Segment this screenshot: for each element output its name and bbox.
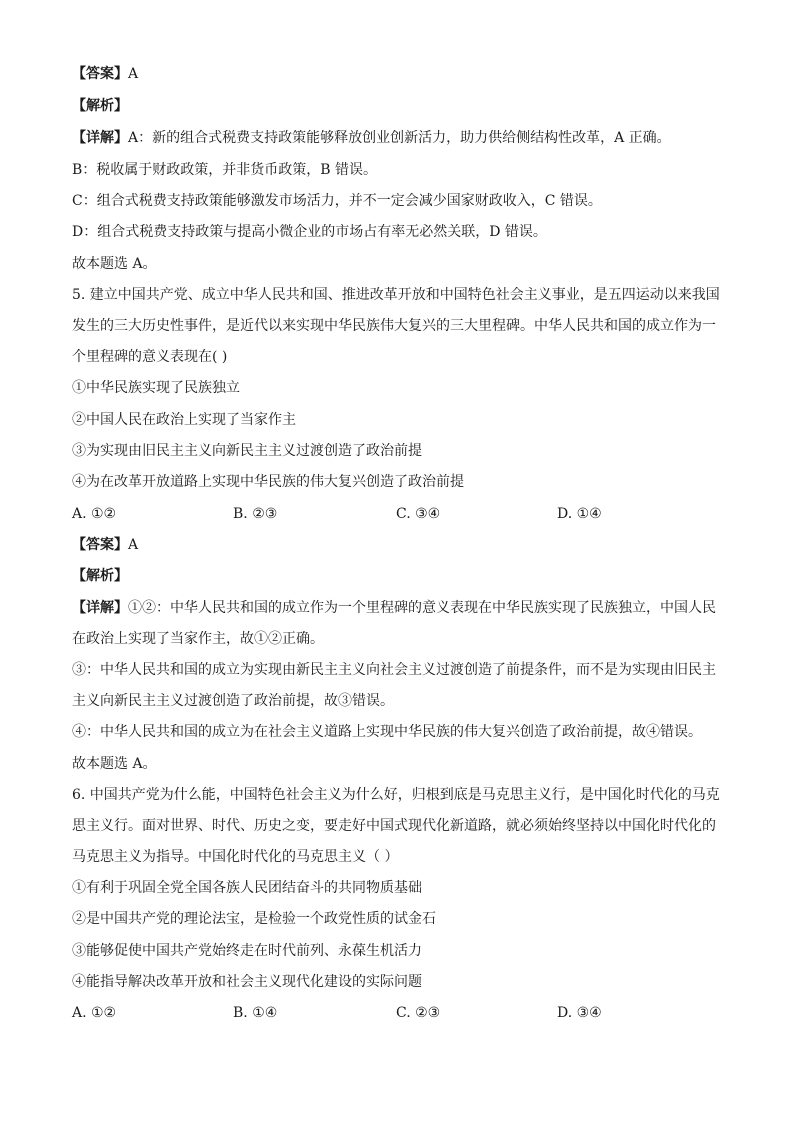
- q5-option-b: B. ②③: [233, 506, 278, 522]
- detail-b: B：税收属于财政政策，并非货币政策，B 错误。: [72, 162, 378, 178]
- detail-label: 【详解】: [72, 600, 128, 616]
- detail-text: ①②：中华人民共和国的成立作为一个里程碑的意义表现在中华民族实现了民族独立，中国人民: [128, 600, 716, 616]
- q5-detail-line: ③：中华人民共和国的成立为实现由新民主主义向社会主义过渡创造了前提条件，而不是为实现由旧民主: [72, 662, 716, 678]
- q5-option-d: D. ①④: [557, 506, 602, 522]
- detail-d: D：组合式税费支持政策与提高小微企业的市场占有率无必然关联，D 错误。: [72, 224, 547, 240]
- q6-statement: ①有利于巩固全党全国各族人民团结奋斗的共同物质基础: [72, 880, 422, 896]
- q6-option-c: C. ②③: [396, 1005, 441, 1021]
- answer-line: [72, 64, 138, 84]
- detail-label: 【详解】: [72, 130, 128, 146]
- q5-statement: ④为在改革开放道路上实现中华民族的伟大复兴创造了政治前提: [72, 474, 464, 490]
- answer-label: 【答案】: [72, 66, 128, 82]
- q6-statement: ④能指导解决改革开放和社会主义现代化建设的实际问题: [72, 974, 422, 990]
- q5-stem-line: 5. 建立中国共产党、成立中华人民共和国、推进改革开放和中国特色社会主义事业，是五四运动以来我国: [72, 287, 720, 303]
- q5-stem-line: 发生的三大历史性事件，是近代以来实现中华民族伟大复兴的三大里程碑。中华人民共和国的成立作为一: [72, 318, 716, 334]
- q6-statement: ③能够促使中国共产党始终走在时代前列、永葆生机活力: [72, 943, 422, 959]
- q6-option-d: D. ③④: [557, 1005, 602, 1021]
- q5-statement: ①中华民族实现了民族独立: [72, 380, 240, 396]
- q5-statement: ②中国人民在政治上实现了当家作主: [72, 412, 296, 428]
- q5-detail-line: 在政治上实现了当家作主，故①②正确。: [72, 631, 324, 647]
- detail-text: A：新的组合式税费支持政策能够释放创业创新活力，助力供给侧结构性改革，A 正确。: [128, 130, 671, 146]
- detail-line: [72, 128, 671, 148]
- q5-detail-line: ④：中华人民共和国的成立为在社会主义道路上实现中华民族的伟大复兴创造了政治前提，故④错误。: [72, 724, 702, 740]
- answer-label: 【答案】: [72, 537, 128, 553]
- conclusion: 故本题选 A。: [72, 256, 157, 272]
- answer-value: A: [128, 66, 139, 82]
- detail-c: C：组合式税费支持政策能够激发市场活力，并不一定会减少国家财政收入，C 错误。: [72, 193, 602, 209]
- q5-statement: ③为实现由旧民主主义向新民主主义过渡创造了政治前提: [72, 443, 422, 459]
- q6-stem-line: 思主义行。面对世界、时代、历史之变，要走好中国式现代化新道路，就必须始终坚持以中国化时代化的: [72, 818, 716, 834]
- q5-detail-line: [72, 598, 716, 618]
- q6-stem-line: 马克思主义为指导。中国化时代化的马克思主义（ ）: [72, 849, 399, 865]
- q6-statement: ②是中国共产党的理论法宝，是检验一个政党性质的试金石: [72, 911, 436, 927]
- q5-option-c: C. ③④: [396, 506, 441, 522]
- q5-stem-line: 个里程碑的意义表现在( ): [72, 349, 228, 365]
- q5-answer-line: [72, 535, 138, 555]
- analysis-label: 【解析】: [72, 98, 128, 114]
- q5-analysis-label: 【解析】: [72, 568, 128, 584]
- q6-option-b: B. ①④: [233, 1005, 278, 1021]
- q5-conclusion: 故本题选 A。: [72, 756, 157, 772]
- q5-option-a: A. ①②: [72, 506, 117, 522]
- q6-option-a: A. ①②: [72, 1005, 117, 1021]
- answer-value: A: [128, 537, 139, 553]
- q6-stem-line: 6. 中国共产党为什么能，中国特色社会主义为什么好，归根到底是马克思主义行，是中国化时代化的马克: [72, 787, 720, 803]
- q5-detail-line: 主义向新民主主义过渡创造了政治前提，故③错误。: [72, 693, 394, 709]
